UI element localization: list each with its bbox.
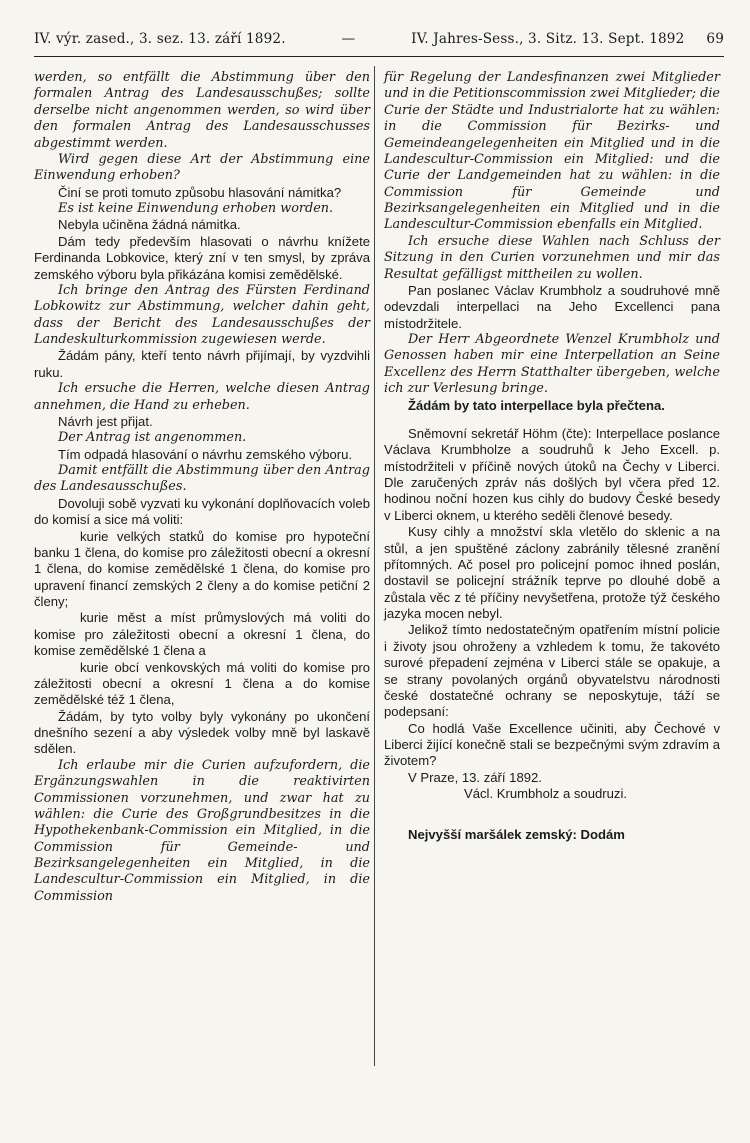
- paragraph: Sněmovní sekretář Höhm (čte): Interpellace poslance Václava Krumbholze a soudruhů k Jeho Excell. p. místodržiteli v příčině nových útoků na Čechy v Liberci. Dle zaručených zpráv nás došlých byl včera před 12. hodinou noční hozen kus cihly do budovy České besedy v Liberci oknem, u kterého seděli členové besedy.: [384, 425, 720, 523]
- paragraph: Dám tedy především hlasovati o návrhu knížete Ferdinanda Lobkovice, který zní v ten smysl, by zpráva zemského výboru byla přikázána komisi zemědělské.: [34, 233, 370, 282]
- paragraph: Dovoluji sobě vyzvati ku vykonání doplňovacích voleb do komisí a sice má voliti:: [34, 495, 370, 528]
- right-column: [384, 70, 720, 843]
- paragraph: Der Antrag ist angenommen.: [58, 430, 247, 446]
- paragraph: Nebyla učiněna žádná námitka.: [58, 217, 241, 233]
- paragraph: Ich bringe den Antrag des Fürsten Ferdinand Lobkowitz zur Abstimmung, welcher dahin geht, dass der Bericht des Landesausschußes der Landeskulturkommission zugewiesen werde.: [34, 282, 370, 347]
- signature-names: Václ. Krumbholz a soudruzi.: [464, 786, 628, 802]
- spacer: [384, 414, 720, 426]
- paragraph: Ich ersuche diese Wahlen nach Schluss der Sitzung in den Curien vorzunehmen und mir das Resultat gefälligst mittheilen zu wollen.: [384, 233, 720, 282]
- paragraph: Nejvyšší maršálek zemský: Dodám: [408, 826, 625, 842]
- paragraph: kurie velkých statků do komise pro hypoteční banku 1 člena, do komise pro záležitosti obecní a okresní 1 člena, do komise zemědělské 1 člena, do komise pro upravení financí zemských 2 členy a do komise petiční 2 členy;: [34, 528, 370, 609]
- paragraph: Wird gegen diese Art der Abstimmung eine Einwendung erhoben?: [34, 151, 370, 184]
- left-column: [34, 70, 370, 905]
- paragraph: Pan poslanec Václav Krumbholz a soudruhové mně odevzdali interpellaci na Jeho Excellenci pana místodržitele.: [384, 282, 720, 331]
- paragraph: Ich erlaube mir die Curien aufzufordern, die Ergänzungswahlen in die reaktivirten Commissionen vorzunehmen, und zwar hat zu wählen: die Curie des Großgrundbesitzes in die Hypothekenbank-Commission ein Mitglied, in die Commission für Gemeinde- und Bezirksangelegenheiten ein Mitglied, in die Landescultur-Commission ein Mitglied, in die Commission: [34, 757, 370, 904]
- header-dash: —: [341, 31, 356, 47]
- paragraph: für Regelung der Landesfinanzen zwei Mitglieder und in die Petitionscommission zwei Mitglieder; die Curie der Städte und Industrialorte hat zu wählen: in die Commission für Bezirks- und Gemeindeangelegenheiten ein Mitglied und in die Landescultur-Commission ein Mitglied: und die Curie der Landgemeinden hat zu wählen: in die Commission für Gemeinde und Bezirksangelegenheiten ein Mitglied und in die Landescultur-Commission ebenfalls ein Mitglied.: [384, 70, 720, 233]
- paragraph: Tím odpadá hlasování o návrhu zemského výboru.: [58, 446, 353, 462]
- paragraph: Žádám, by tyto volby byly vykonány po ukončení dnešního sezení a aby výsledek volby mně byl laskavě sdělen.: [34, 708, 370, 757]
- paragraph: Návrh jest přijat.: [58, 413, 153, 429]
- header-rule: [34, 56, 724, 57]
- paragraph: Jelikož tímto nedostatečným opatřením místní policie i životy jsou ohroženy a vzhledem k tomu, že takovéto surové přepadení zejména v Liberci stále se opakuje, a se strany povolaných orgánů obyvatelstvu národnosti české dostatečné ochrany se neposkytuje, táží se podepsaní:: [384, 622, 720, 720]
- header-czech-session: IV. výr. zased., 3. sez. 13. září 1892.: [34, 31, 286, 47]
- signature-date: V Praze, 13. září 1892.: [408, 769, 542, 785]
- paragraph: Žádám by tato interpellace byla přečtena.: [408, 397, 665, 413]
- paragraph: kurie obcí venkovských má voliti do komise pro záležitosti obecní a okresní 1 člena a do komise zemědělské též 1 člena,: [34, 659, 370, 708]
- column-divider: [374, 66, 375, 1066]
- paragraph: Es ist keine Einwendung erhoben worden.: [58, 201, 334, 216]
- paragraph: Žádám pány, kteří tento návrh přijímají, by vyzdvihli ruku.: [34, 348, 370, 380]
- page-header: [34, 31, 724, 47]
- header-german-session: IV. Jahres-Sess., 3. Sitz. 13. Sept. 1892: [411, 31, 685, 47]
- paragraph: werden, so entfällt die Abstimmung über den formalen Antrag des Landesausschußes; sollte derselbe nicht angenommen werden, so wird über den formalen Antrag des Landesausschusses abgestimmt werden.: [34, 70, 370, 151]
- paragraph: kurie měst a míst průmyslových má voliti do komise pro záležitosti obecní a okresní 1 člena, do komise zemědělské 1 člena a: [34, 610, 370, 659]
- paragraph: Co hodlá Vaše Excellence učiniti, aby Čechové v Liberci žijící konečně stali se bezpečnými svým zdravím a životem?: [384, 720, 720, 769]
- paragraph: Ich ersuche die Herren, welche diesen Antrag annehmen, die Hand zu erheben.: [34, 381, 370, 413]
- paragraph: Damit entfällt die Abstimmung über den Antrag des Landesausschußes.: [34, 463, 370, 495]
- paragraph: Kusy cihly a množství skla vletělo do sklenic a na stůl, a jen spuštěné záclony zabránily tělesné zranění přítomných. Ač posel pro policejní pomoc ihned poslán, dostavil se policejní strážník teprve po dlouhé době a zůstala věc z té příčiny nevyšetřena, protože týž českého jazyka mocen nebyl.: [384, 524, 720, 621]
- paragraph: Činí se proti tomuto způsobu hlasování námitka?: [58, 184, 342, 200]
- paragraph: Der Herr Abgeordnete Wenzel Krumbholz und Genossen haben mir eine Interpellation an Seine Excellenz des Herrn Statthalter übergeben, welche ich zur Verlesung bringe.: [384, 332, 720, 397]
- spacer: [384, 803, 720, 827]
- page-number: 69: [706, 31, 724, 47]
